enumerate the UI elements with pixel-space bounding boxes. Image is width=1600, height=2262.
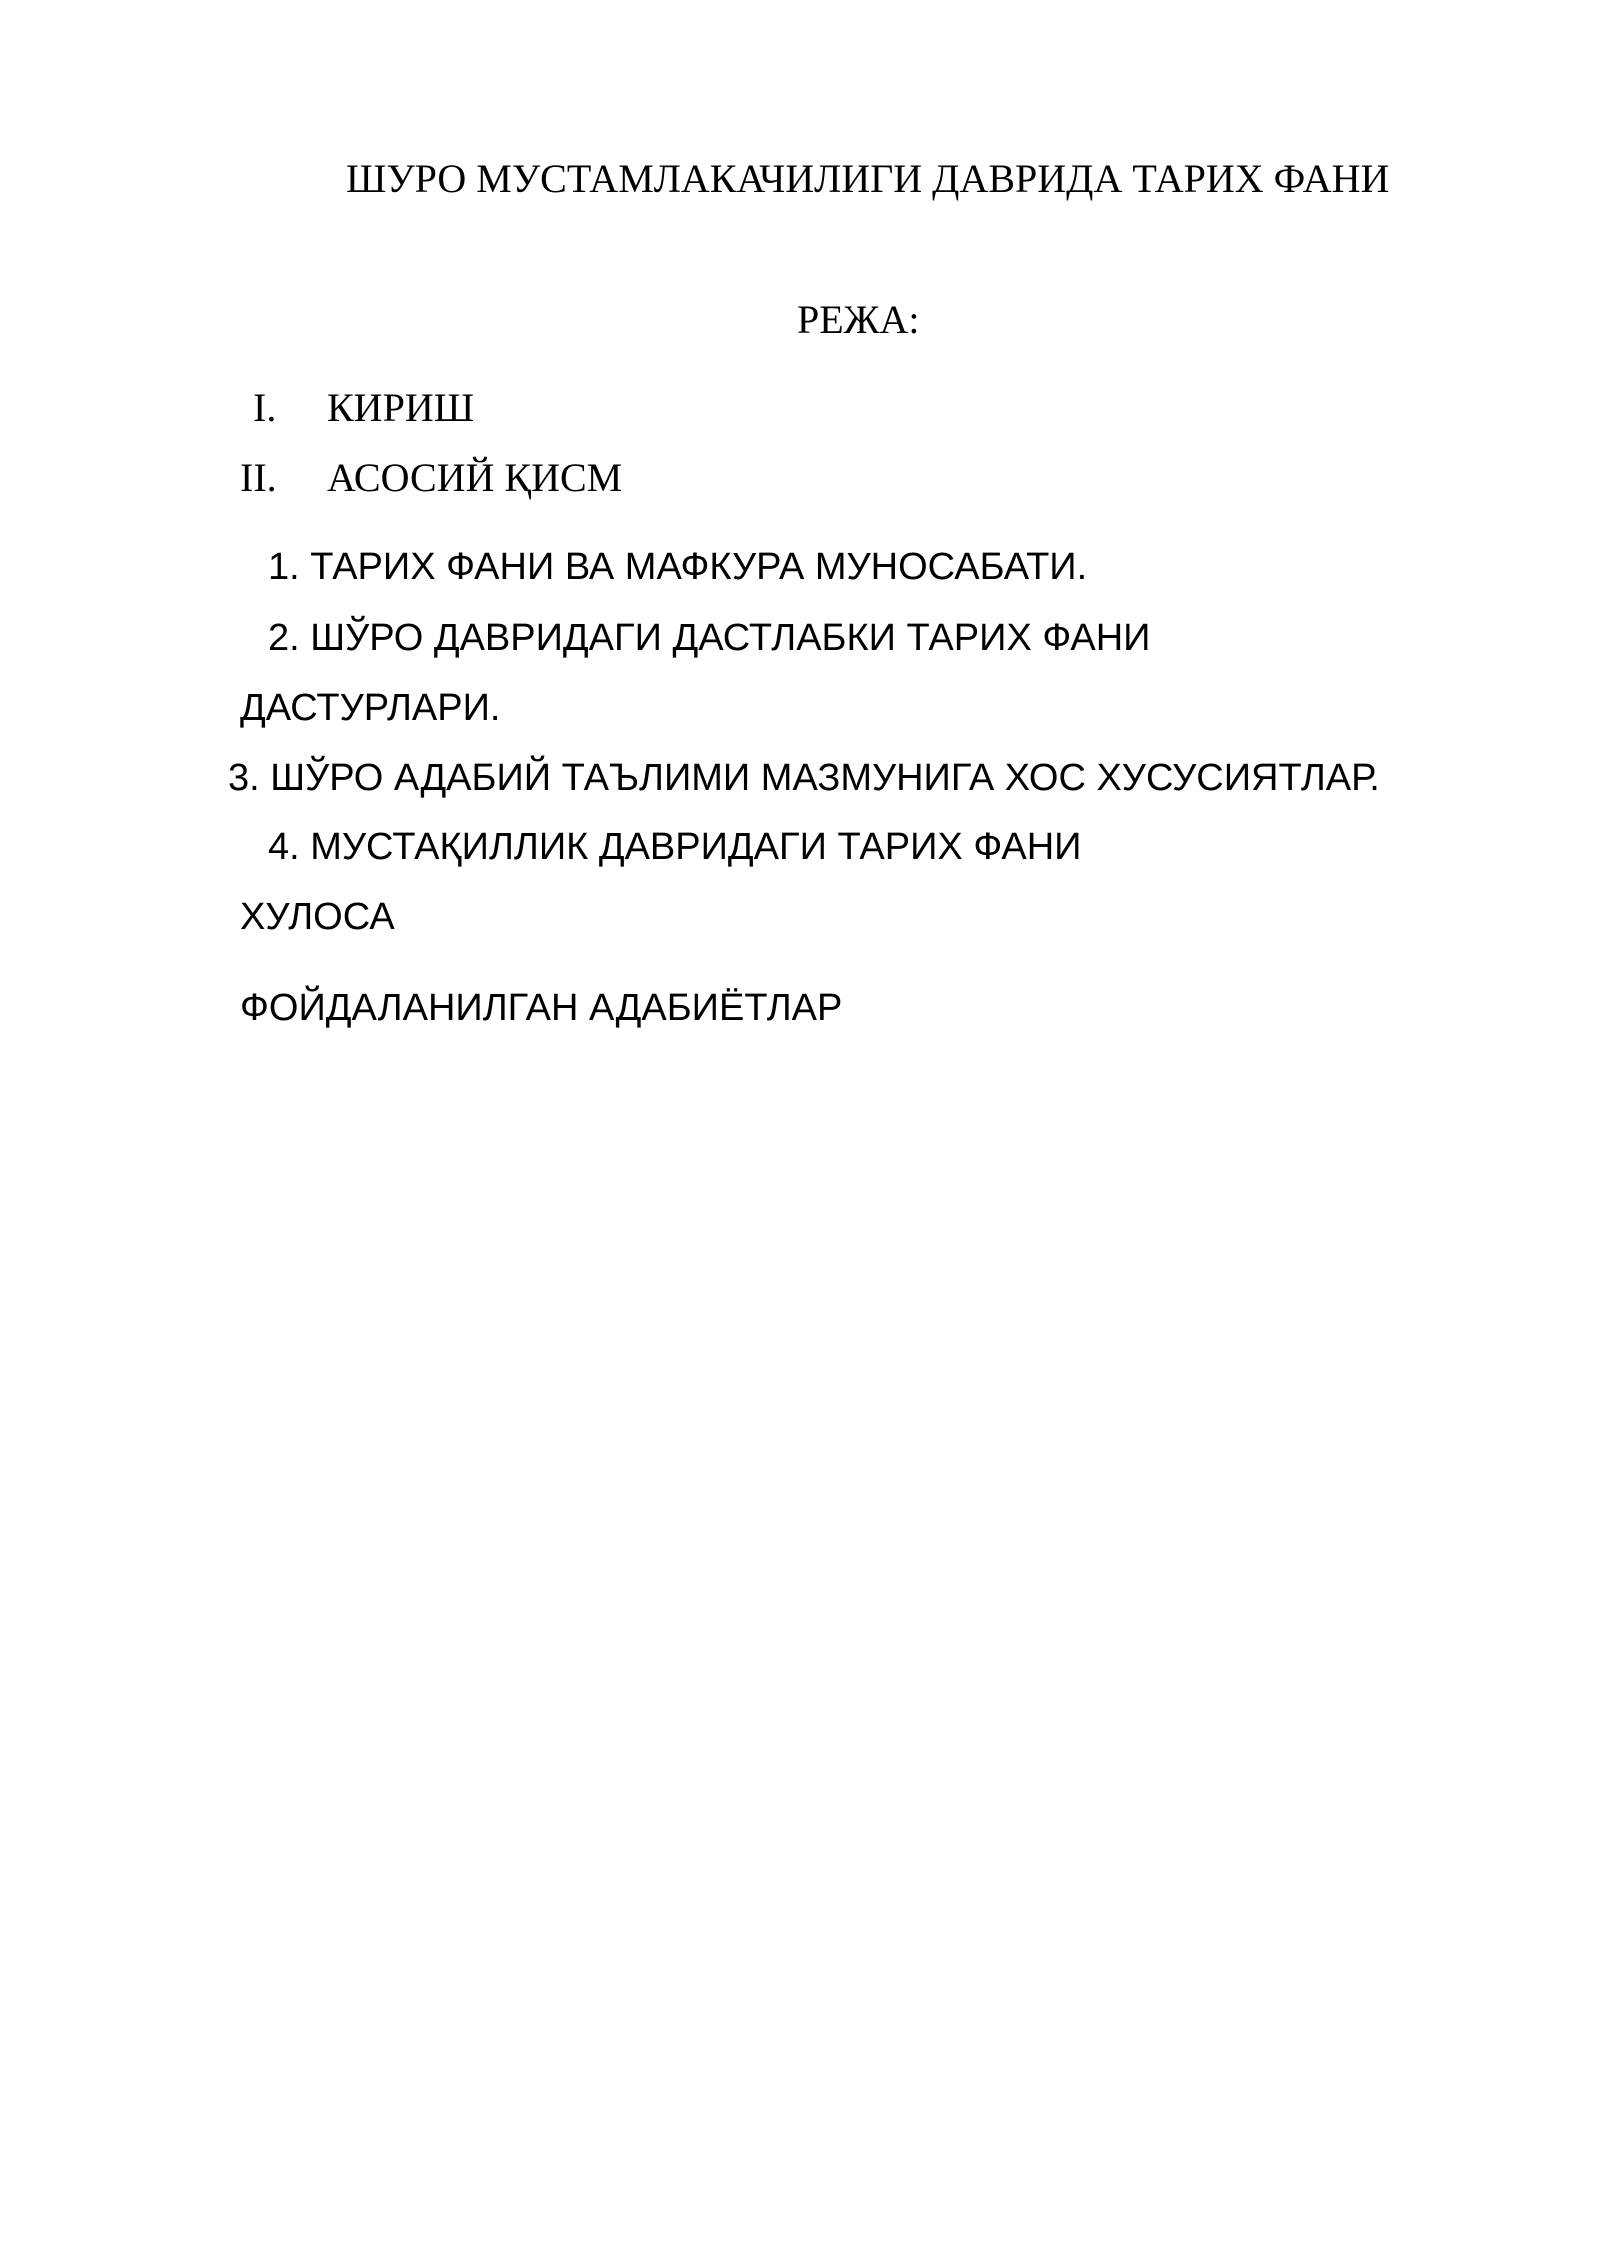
- roman-item-main-part: АСОСИЙ ҚИСМ: [327, 455, 623, 500]
- sub-item-1: 1. ТАРИХ ФАНИ ВА МАФКУРА МУНОСАБАТИ.: [268, 546, 1088, 588]
- conclusion-heading: ХУЛОСА: [240, 896, 395, 938]
- document-title: ШУРО МУСТАМЛАКАЧИЛИГИ ДАВРИДА ТАРИХ ФАНИ: [346, 156, 1390, 201]
- roman-numeral-1: I.: [253, 385, 277, 430]
- sub-item-4: 4. МУСТАҚИЛЛИК ДАВРИДАГИ ТАРИХ ФАНИ: [268, 826, 1082, 868]
- sub-item-2-line-2: ДАСТУРЛАРИ.: [240, 687, 501, 729]
- references-heading: ФОЙДАЛАНИЛГАН АДАБИЁТЛАР: [240, 987, 843, 1029]
- plan-heading: РЕЖА:: [797, 297, 920, 342]
- sub-item-3: 3. ШЎРО АДАБИЙ ТАЪЛИМИ МАЗМУНИГА ХОС ХУСУСИЯТЛАР.: [228, 757, 1380, 799]
- roman-numeral-2: II.: [240, 455, 277, 500]
- sub-item-2-line-1: 2. ШЎРО ДАВРИДАГИ ДАСТЛАБКИ ТАРИХ ФАНИ: [268, 617, 1151, 659]
- roman-item-introduction: КИРИШ: [327, 385, 475, 430]
